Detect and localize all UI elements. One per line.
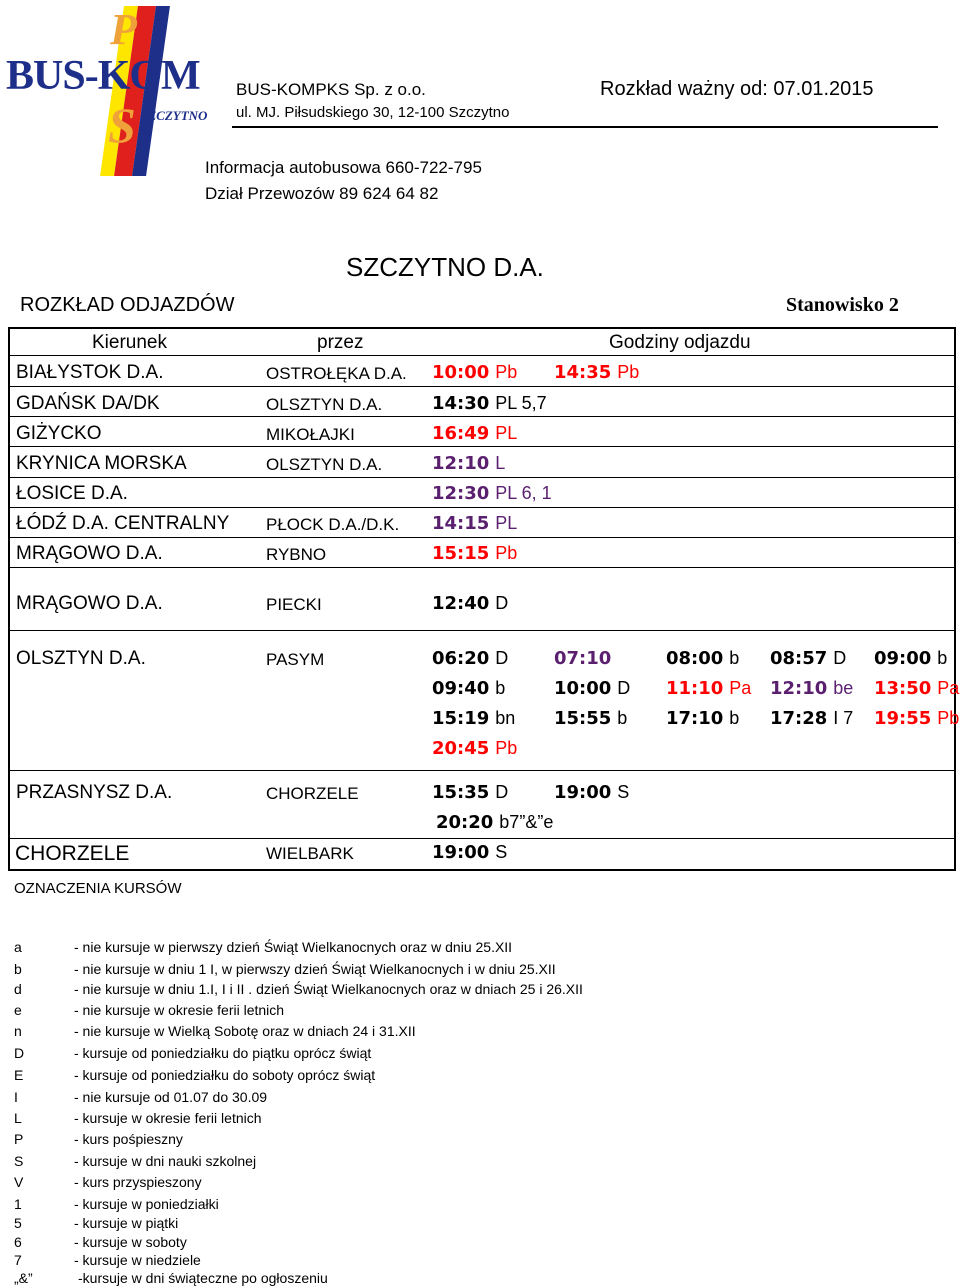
departure-code: b — [729, 648, 740, 668]
departure-code: Pb — [495, 362, 518, 382]
legend-key: „&” — [14, 1270, 33, 1286]
departure-entry — [432, 393, 547, 414]
departure-entry — [432, 543, 517, 564]
departure-time: 13:50 — [874, 678, 932, 699]
departure-code: L — [495, 453, 506, 473]
legend-key: D — [14, 1045, 25, 1061]
departure-entry — [432, 423, 517, 444]
row-divider — [10, 537, 954, 538]
legend-description: - nie kursuje w okresie ferii letnich — [74, 1002, 285, 1018]
stand-number: Stanowisko 2 — [786, 294, 899, 316]
departure-time: 12:30 — [432, 483, 490, 504]
departure-code: b — [729, 708, 740, 728]
departure-code: S — [617, 782, 630, 802]
row-divider — [10, 477, 954, 478]
via-stop: OLSZTYN D.A. — [266, 395, 383, 414]
departure-code: be — [833, 678, 854, 698]
departure-code: b — [495, 678, 506, 698]
departure-entry — [554, 678, 630, 699]
legend-key: I — [14, 1089, 18, 1105]
departure-time: 15:15 — [432, 543, 490, 564]
departure-time: 20:20 — [436, 812, 494, 833]
departure-entry — [770, 648, 846, 669]
departure-time: 08:57 — [770, 648, 828, 669]
departure-entry — [770, 678, 853, 699]
via-stop: PASYM — [266, 650, 325, 669]
via-stop: PIECKI — [266, 595, 322, 614]
departure-code: b — [617, 708, 628, 728]
departure-entry — [432, 362, 517, 383]
departure-entry — [666, 648, 739, 669]
legend-description: - nie kursuje od 01.07 do 30.09 — [74, 1089, 268, 1105]
row-divider — [10, 355, 954, 356]
departure-time: 15:19 — [432, 708, 490, 729]
legend-key: L — [14, 1110, 22, 1126]
departure-entry — [432, 483, 552, 504]
departure-entry — [432, 738, 517, 759]
header-times: Godziny odjazdu — [609, 332, 751, 353]
departure-time: 14:30 — [432, 393, 490, 414]
departure-time: 14:35 — [554, 362, 612, 383]
logo-subtitle: SZCZYTNO — [141, 108, 208, 123]
departure-code: Pb — [495, 543, 518, 563]
departure-time: 16:49 — [432, 423, 490, 444]
legend-key: P — [14, 1131, 24, 1147]
departure-entry — [432, 678, 505, 699]
legend-key: E — [14, 1067, 24, 1083]
legend-description: - kursuje od poniedziałku do piątku oprócz świąt — [74, 1045, 372, 1061]
departure-code: Pa — [937, 678, 960, 698]
departure-entry — [666, 708, 739, 729]
destination-name: KRYNICA MORSKA — [16, 453, 187, 474]
legend-description: - kursuje w poniedziałki — [74, 1196, 219, 1212]
departure-entry — [432, 842, 507, 863]
departure-code: b7”&”e — [499, 812, 554, 832]
header-direction: Kierunek — [92, 332, 167, 353]
departure-entry — [432, 513, 517, 534]
departure-code: D — [495, 782, 509, 802]
destination-name: ŁOSICE D.A. — [16, 483, 128, 504]
logo-wordmark: BUS-KOM — [6, 53, 200, 99]
departure-time: 11:10 — [666, 678, 724, 699]
departure-entry — [432, 648, 508, 669]
departure-time: 12:10 — [770, 678, 828, 699]
legend-description: - kursuje w niedziele — [74, 1252, 201, 1268]
departure-code: PL 6, 1 — [495, 483, 552, 503]
legend-description: - nie kursuje w Wielką Sobotę oraz w dniach 24 i 31.XII — [74, 1023, 416, 1039]
departure-time: 19:55 — [874, 708, 932, 729]
departure-code: D — [495, 593, 509, 613]
departure-time: 15:35 — [432, 782, 490, 803]
departure-time: 06:20 — [432, 648, 490, 669]
legend-description: - nie kursuje w pierwszy dzień Świąt Wielkanocnych oraz w dniu 25.XII — [74, 939, 513, 955]
departure-code: Pa — [729, 678, 752, 698]
legend-key: S — [14, 1153, 24, 1169]
departure-code: PL 5,7 — [495, 393, 547, 413]
via-stop: CHORZELE — [266, 784, 359, 803]
legend-title: OZNACZENIA KURSÓW — [14, 880, 182, 897]
departure-time: 12:10 — [432, 453, 490, 474]
company-address: ul. MJ. Piłsudskiego 30, 12-100 Szczytno — [236, 104, 510, 121]
departure-code: Pb — [617, 362, 640, 382]
via-stop: RYBNO — [266, 545, 327, 564]
schedule-subtitle: ROZKŁAD ODJAZDÓW — [20, 294, 235, 316]
destination-name: GIŻYCKO — [16, 423, 102, 444]
departure-entry — [770, 708, 853, 729]
row-divider — [10, 386, 954, 387]
departure-time: 17:10 — [666, 708, 724, 729]
departure-time: 12:40 — [432, 593, 490, 614]
logo-letter-s: S — [108, 97, 136, 153]
via-stop: MIKOŁAJKI — [266, 425, 355, 444]
legend-description: - nie kursuje w dniu 1 I, w pierwszy dzień Świąt Wielkanocnych i w dniu 25.XII — [74, 961, 556, 977]
legend-key: e — [14, 1002, 22, 1018]
department-phone: Dział Przewozów 89 624 64 82 — [205, 184, 439, 203]
legend-description: - kurs przyspieszony — [74, 1174, 202, 1190]
departure-entry — [436, 812, 553, 833]
departure-entry — [432, 708, 515, 729]
via-stop: WIELBARK — [266, 844, 354, 863]
departure-entry — [874, 708, 959, 729]
row-divider — [10, 838, 954, 839]
header-via: przez — [317, 332, 364, 353]
legend-key: a — [14, 939, 22, 955]
departure-entry — [666, 678, 751, 699]
departure-entry — [874, 648, 947, 669]
departure-code: Pb — [937, 708, 960, 728]
departure-code: D — [495, 648, 509, 668]
legend-description: - kurs pośpieszny — [74, 1131, 183, 1147]
legend-key: b — [14, 961, 22, 977]
departure-entry — [554, 648, 617, 669]
departure-code: PL — [495, 423, 518, 443]
departure-time: 17:28 — [770, 708, 828, 729]
legend-description: - kursuje w soboty — [74, 1234, 187, 1250]
row-divider — [10, 446, 954, 447]
legend-key: d — [14, 981, 22, 997]
destination-name: MRĄGOWO D.A. — [16, 593, 163, 614]
via-stop: OLSZTYN D.A. — [266, 455, 383, 474]
departure-code: I 7 — [833, 708, 854, 728]
destination-name: PRZASNYSZ D.A. — [16, 782, 173, 803]
departure-time: 14:15 — [432, 513, 490, 534]
legend-description: - kursuje w dni nauki szkolnej — [74, 1153, 257, 1169]
row-divider — [10, 770, 954, 771]
destination-name: ŁÓDŹ D.A. CENTRALNY — [16, 513, 230, 534]
departure-entry — [554, 362, 639, 383]
departure-time: 09:40 — [432, 678, 490, 699]
company-name: BUS-KOMPKS Sp. z o.o. — [236, 80, 426, 99]
departure-code: D — [833, 648, 847, 668]
departure-code: Pb — [495, 738, 518, 758]
departure-time: 10:00 — [432, 362, 490, 383]
destination-name: OLSZTYN D.A. — [16, 648, 146, 669]
departure-code: bn — [495, 708, 516, 728]
legend-key: 1 — [14, 1196, 22, 1212]
bus-kom-logo — [4, 4, 208, 176]
departure-code: PL — [495, 513, 518, 533]
legend-description: -kursuje w dni świąteczne po ogłoszeniu — [78, 1270, 328, 1286]
legend-description: - kursuje w piątki — [74, 1215, 179, 1231]
legend-description: - nie kursuje w dniu 1.I, I i II . dzień Świąt Wielkanocnych oraz w dniach 25 i 26.XII — [74, 981, 583, 997]
row-divider — [10, 507, 954, 508]
row-divider — [10, 567, 954, 568]
legend-key: 5 — [14, 1215, 22, 1231]
departure-table — [8, 327, 960, 871]
departure-time: 09:00 — [874, 648, 932, 669]
departure-time: 15:55 — [554, 708, 612, 729]
departure-code: D — [617, 678, 631, 698]
legend-key: n — [14, 1023, 22, 1039]
logo-letter-p: P — [110, 5, 137, 54]
departure-time: 08:00 — [666, 648, 724, 669]
departure-entry — [874, 678, 959, 699]
destination-name: BIAŁYSTOK D.A. — [16, 362, 164, 383]
legend-key: 7 — [14, 1252, 22, 1268]
departure-code: b — [937, 648, 948, 668]
departure-entry — [554, 708, 627, 729]
departure-entry — [554, 782, 629, 803]
departure-time: 19:00 — [432, 842, 490, 863]
row-divider — [10, 630, 954, 631]
departure-code: S — [495, 842, 508, 862]
via-stop: OSTROŁĘKA D.A. — [266, 364, 407, 383]
departure-entry — [432, 593, 508, 614]
header-divider — [232, 126, 938, 128]
departure-time: 19:00 — [554, 782, 612, 803]
destination-name: MRĄGOWO D.A. — [16, 543, 163, 564]
destination-name: CHORZELE — [15, 842, 130, 865]
row-divider — [10, 416, 954, 417]
departure-entry — [432, 453, 505, 474]
via-stop: PŁOCK D.A./D.K. — [266, 515, 400, 534]
departure-time: 10:00 — [554, 678, 612, 699]
legend-description: - kursuje w okresie ferii letnich — [74, 1110, 262, 1126]
legend-description: - kursuje od poniedziałku do soboty oprócz świąt — [74, 1067, 376, 1083]
departure-time: 20:45 — [432, 738, 490, 759]
page-title: SZCZYTNO D.A. — [346, 252, 544, 282]
valid-from: Rozkład ważny od: 07.01.2015 — [600, 78, 874, 100]
bus-info-phone: Informacja autobusowa 660-722-795 — [205, 158, 482, 177]
legend-key: V — [14, 1174, 24, 1190]
destination-name: GDAŃSK DA/DK — [16, 393, 160, 414]
departure-entry — [432, 782, 508, 803]
departure-time: 07:10 — [554, 648, 612, 669]
legend-key: 6 — [14, 1234, 22, 1250]
